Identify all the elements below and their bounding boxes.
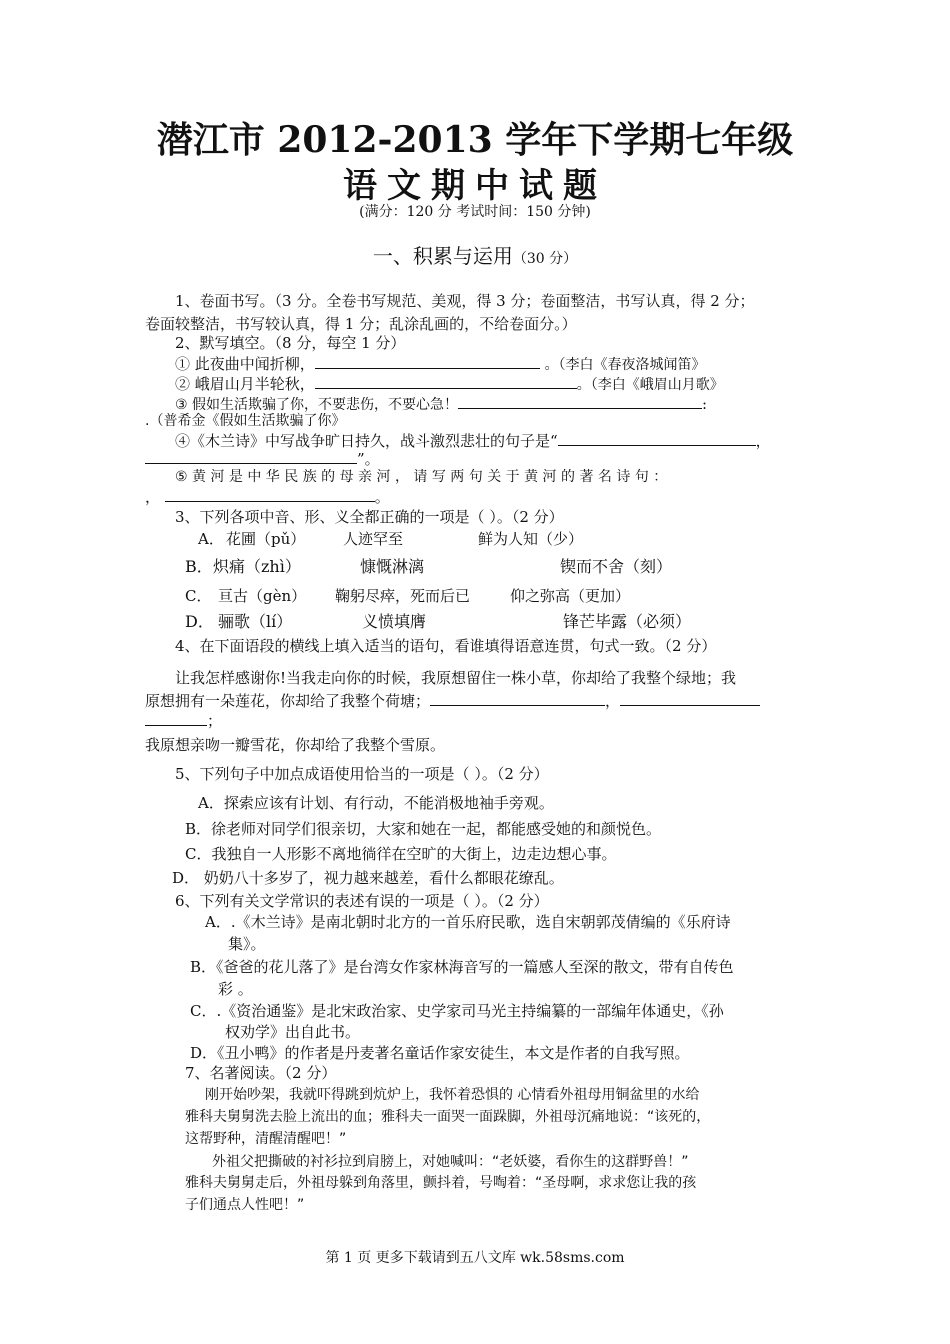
q3-option-c: [185, 585, 805, 607]
answer-blank[interactable]: [430, 690, 605, 706]
q6-option-a-line2: 集》。: [228, 935, 266, 953]
q3-c-word2: 鞠躬尽瘁，死而后已: [335, 587, 471, 605]
page-footer: 第 1 页 更多下载请到五八文库 wk.58sms.com: [325, 1250, 625, 1266]
q4-stem: 4、在下面语段的横线上填入适当的语句，看谁填得语意连贯，句式一致。（2 分）: [175, 637, 717, 655]
q3-d-word3: 锋芒毕露（必须）: [563, 612, 692, 631]
q2-item1-text: ① 此夜曲中闻折柳，: [175, 355, 315, 373]
q7-passage-line2: 雅科夫舅舅洗去脸上流出的血；雅科夫一面哭一面跺脚，外祖母沉痛地说：“该死的，: [185, 1109, 711, 1125]
q3-option-d: [185, 611, 805, 633]
answer-blank[interactable]: [165, 486, 375, 502]
q3-a-word2: 人迹罕至: [343, 530, 404, 548]
q6-option-a-line1: A．.《木兰诗》是南北朝时北方的一首乐府民歌，选自宋朝郭茂倩编的《乐府诗: [205, 913, 731, 931]
answer-blank[interactable]: [145, 448, 357, 464]
q1-line2: 卷面较整洁，书写较认真，得 1 分；乱涂乱画的，不给卷面分。）: [145, 315, 577, 333]
answer-blank[interactable]: [620, 690, 760, 706]
q4-para-line3: [145, 710, 222, 732]
q7-passage-line1: 刚开始吵架，我就吓得跳到炕炉上，我怀着恐惧的 心情看外祖母用铜盆里的水给: [205, 1087, 700, 1103]
q2-item3-source: .（普希金《假如生活欺骗了你》: [145, 413, 346, 429]
q3-d-word2: 义愤填膺: [362, 612, 427, 631]
q6-option-d: D．《丑小鸭》的作者是丹麦著名童话作家安徒生，本文是作者的自我写照。: [190, 1044, 690, 1062]
page-subject-title: 语文期中试题: [343, 166, 607, 206]
q4-end: ；: [207, 712, 223, 730]
exam-info: (满分：120 分 考试时间：150 分钟): [359, 204, 591, 220]
q3-a-word1: 花圃（pǔ）: [226, 530, 306, 548]
page-title: 潜江市 2012-2013 学年下学期七年级: [156, 119, 794, 161]
answer-blank[interactable]: [315, 373, 577, 389]
q5-stem: 5、下列句子中加点成语使用恰当的一项是（ ）。（2 分）: [175, 765, 549, 783]
section-title: 一、积累与运用: [372, 244, 513, 268]
q7-passage-line6: 子们通点人性吧！”: [185, 1197, 305, 1213]
q3-d-word1: 骊歌（lí）: [218, 612, 293, 631]
q4-sep: ，: [605, 692, 621, 710]
q2-item5-cont: [145, 486, 390, 508]
q7-passage-line3: 这帮野种，清醒清醒吧！”: [185, 1131, 347, 1147]
q3-a-word3: 鲜为人知（少）: [478, 530, 584, 548]
option-label: C．: [185, 587, 212, 605]
q3-b-word3: 锲而不舍（刻）: [560, 557, 673, 576]
q5-option-c: C．我独自一人形影不离地徜徉在空旷的大街上，边走边想心事。: [185, 845, 617, 863]
q3-b-word2: 慷慨淋漓: [360, 557, 425, 576]
q4-para-line1: 让我怎样感谢你!当我走向你的时候，我原想留住一株小草，你却给了我整个绿地；我: [175, 669, 737, 687]
q2-item4-end: ”。: [357, 450, 380, 468]
answer-blank[interactable]: [315, 353, 540, 369]
q6-stem: 6、下列有关文学常识的表述有误的一项是（ ）。（2 分）: [175, 892, 549, 910]
q3-option-a: [198, 528, 818, 550]
q7-passage-line5: 雅科夫舅舅走后，外祖母躲到角落里，颤抖着，号啕着：“圣母啊，求求您让我的孩: [185, 1175, 697, 1191]
q5-option-d: D． 奶奶八十多岁了，视力越来越差，看什么都眼花缭乱。: [172, 869, 564, 887]
q3-b-word1: 炽痛（zhì）: [213, 557, 301, 576]
q2-item3-tail: :: [702, 395, 708, 413]
section-heading: [0, 240, 950, 269]
answer-blank[interactable]: [145, 710, 207, 726]
q2-stem: 2、默写填空。（8 分，每空 1 分）: [175, 334, 406, 352]
q2-item4-text: ④《木兰诗》中写战争旷日持久，战斗激烈悲壮的句子是“: [175, 432, 558, 450]
section-score: （30 分）: [512, 251, 578, 267]
q6-option-c-line1: C．.《资治通鉴》是北宋政治家、史学家司马光主持编纂的一部编年体通史，《孙: [190, 1002, 724, 1020]
answer-blank[interactable]: [458, 393, 702, 409]
q3-option-b: [185, 556, 805, 578]
q5-option-a: A．探索应该有计划、有行动，不能消极地袖手旁观。: [198, 794, 554, 812]
q2-item4-tail: ，: [755, 432, 771, 450]
q3-stem: 3、下列各项中音、形、义全都正确的一项是（ ）。（2 分）: [175, 508, 564, 526]
q2-item2-text: ② 峨眉山月半轮秋，: [175, 375, 315, 393]
q7-passage-line4: 外祖父把撕破的衬衫拉到肩膀上，对她喊叫：“老妖婆，看你生的这群野兽！”: [212, 1154, 689, 1170]
answer-blank[interactable]: [558, 430, 756, 446]
q3-c-word3: 仰之弥高（更加）: [510, 587, 631, 605]
q7-stem: 7、名著阅读。（2 分）: [185, 1064, 337, 1082]
q4-para-line4: 我原想亲吻一瓣雪花，你却给了我整个雪原。: [145, 736, 446, 754]
q2-item1-source: 。（李白《春夜洛城闻笛》: [544, 357, 706, 373]
q6-option-c-line2: 权劝学》出自此书。: [225, 1023, 361, 1041]
q2-item5-end: 。: [374, 488, 390, 506]
q5-option-b: B．徐老师对同学们很亲切，大家和她在一起，都能感受她的和颜悦色。: [185, 820, 662, 838]
q4-para-text: 原想拥有一朵莲花，你却给了我整个荷塘；: [145, 692, 431, 710]
q1-line1: 1、卷面书写。（3 分。全卷书写规范、美观，得 3 分；卷面整洁，书写认真，得 2 分；: [175, 292, 755, 310]
q2-item5-lead: ，: [145, 488, 161, 506]
q2-item3-text: ③ 假如生活欺骗了你，不要悲伤，不要心急！: [175, 397, 458, 413]
q3-c-word1: 亘古（gèn）: [218, 587, 307, 605]
option-label: D．: [185, 612, 214, 631]
option-label: B．: [185, 557, 213, 576]
option-label: A．: [198, 530, 224, 548]
q2-item2-source: 。（李白《峨眉山月歌》: [576, 377, 724, 393]
q4-para-line2: [145, 690, 760, 712]
q6-option-b-line2: 彩 。: [218, 980, 253, 998]
q2-item5: ⑤ 黄 河 是 中 华 民 族 的 母 亲 河 ， 请 写 两 句 关 于 黄 河 的 著 名 诗 句 ：: [175, 469, 668, 485]
q6-option-b-line1: B．《爸爸的花儿落了》是台湾女作家林海音写的一篇感人至深的散文，带有自传色: [190, 958, 734, 976]
